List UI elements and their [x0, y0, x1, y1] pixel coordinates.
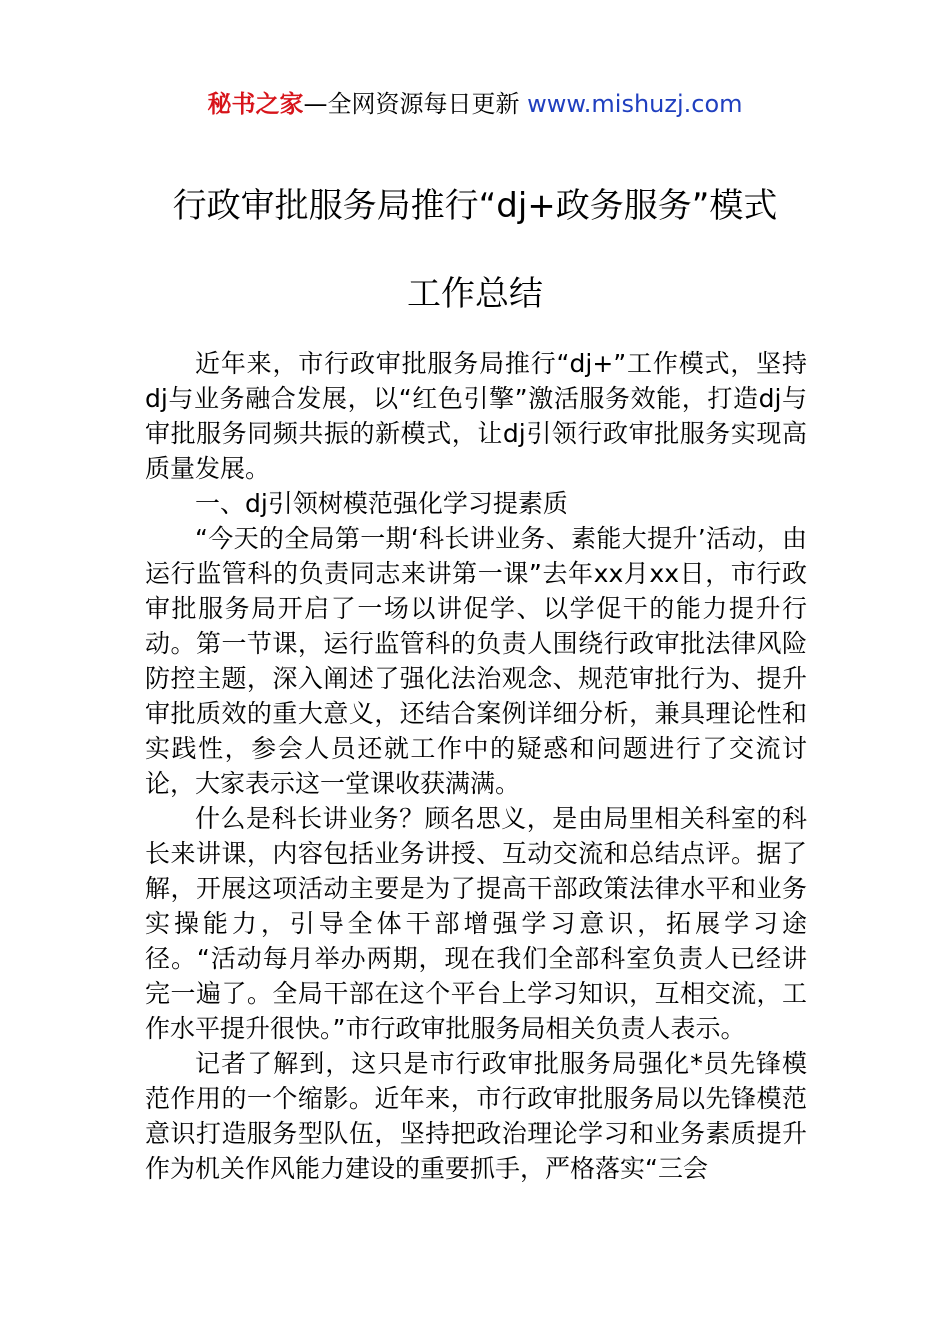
body-paragraph: 什么是科长讲业务？顾名思义，是由局里相关科室的科长来讲课，内容包括业务讲授、互动交流和总结点评。据了解，开展这项活动主要是为了提高干部政策法律水平和业务实操能力，引导全体干部增强学习意识，拓展学习途径。“活动每月举办两期，现在我们全部科室负责人已经讲完一遍了。全局干部在这个平台上学习知识，互相交流，工作水平提升很快。”市行政审批服务局相关负责人表示。: [145, 804, 807, 1043]
body-paragraph: 记者了解到，这只是市行政审批服务局强化*员先锋模范作用的一个缩影。近年来，市行政审批服务局以先锋模范意识打造服务型队伍，坚持把政治理论学习和业务素质提升作为机关作风能力建设的重要抓手，严格落实“三会: [145, 1049, 807, 1183]
document-title-line-1: 行政审批服务局推行“dj+政务服务”模式: [172, 186, 778, 226]
body-paragraph: 近年来，市行政审批服务局推行“dj+”工作模式，坚持dj与业务融合发展，以“红色引擎”激活服务效能，打造dj与审批服务同频共振的新模式，让dj引领行政审批服务实现高质量发展。: [145, 349, 807, 483]
body-paragraph: “今天的全局第一期‘科长讲业务、素能大提升’活动，由运行监管科的负责同志来讲第一课”去年xx月xx日，市行政审批服务局开启了一场以讲促学、以学促干的能力提升行动。第一节课，运行监管科的负责人围绕行政审批法律风险防控主题，深入阐述了强化法治观念、规范审批行为、提升审批质效的重大意义，还结合案例详细分析，兼具理论性和实践性，参会人员还就工作中的疑惑和问题进行了交流讨论，大家表示这一堂课收获满满。: [145, 524, 807, 798]
section-heading: 一、dj引领树模范强化学习提素质: [195, 489, 568, 518]
document-title-line-2: 工作总结: [407, 274, 543, 314]
document-body: [145, 346, 807, 1186]
site-url-link[interactable]: www.mishuzj.com: [527, 90, 743, 118]
site-slogan: —全网资源每日更新: [303, 90, 520, 118]
site-header: [0, 86, 950, 122]
document-title: [60, 162, 890, 338]
site-brand: 秘书之家: [207, 90, 304, 118]
